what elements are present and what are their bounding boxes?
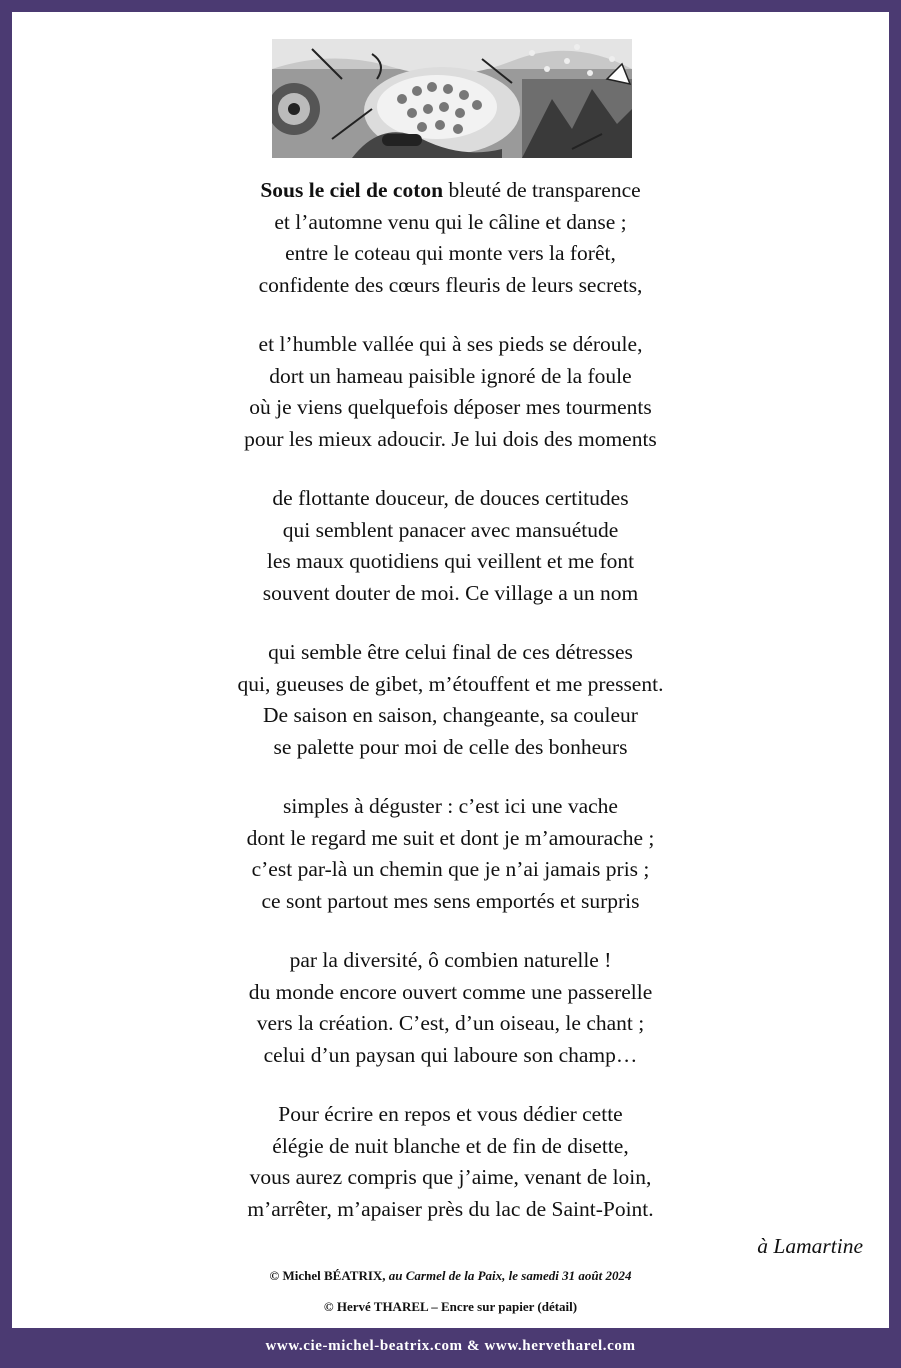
- poem-line: du monde encore ouvert comme une passerelle: [248, 979, 653, 1004]
- poem-line: [12, 175, 889, 207]
- poem-line: dont le regard me suit et dont je m’amourache ;: [246, 825, 655, 850]
- poem-line: qui, gueuses de gibet, m’étouffent et me pressent.: [237, 671, 664, 696]
- poem-line-rest: bleuté de transparence: [443, 178, 641, 202]
- poem-line: où je viens quelquefois déposer mes tourments: [249, 395, 652, 419]
- poem-line: m’arrêter, m’apaiser près du lac de Saint-Point.: [247, 1196, 654, 1221]
- place-date: au Carmel de la Paix, le samedi 31 août 2024: [385, 1268, 632, 1283]
- poem-line: De saison en saison, changeante, sa couleur: [263, 703, 638, 727]
- poem-line: ce sont partout mes sens emportés et surpris: [261, 888, 640, 913]
- poem-line: qui semble être celui final de ces détresses: [268, 640, 633, 664]
- ink-drawing-illustration: [272, 39, 632, 158]
- author-credit: [12, 1268, 889, 1284]
- poem-line: c’est par-là un chemin que je n’ai jamais pris ;: [251, 857, 650, 881]
- stanza: [12, 945, 889, 1071]
- artist-credit: © Hervé THAREL – Encre sur papier (détail): [323, 1299, 578, 1314]
- dedication: à Lamartine: [757, 1234, 863, 1258]
- poem-line: et l’humble vallée qui à ses pieds se déroule,: [258, 332, 643, 356]
- poem-line: élégie de nuit blanche et de fin de disette,: [272, 1133, 629, 1158]
- poem-line: souvent douter de moi. Ce village a un nom: [262, 580, 639, 605]
- stanza: [12, 1099, 889, 1225]
- stanza: [12, 329, 889, 455]
- poem-line: de flottante douceur, de douces certitudes: [272, 486, 629, 510]
- stanza: [12, 483, 889, 609]
- poem-line: se palette pour moi de celle des bonheurs: [273, 734, 628, 759]
- poem-line: vous aurez compris que j’aime, venant de loin,: [249, 1165, 652, 1189]
- poem-line: Pour écrire en repos et vous dédier cette: [278, 1102, 623, 1126]
- stanza: [12, 175, 889, 301]
- poem-line: entre le coteau qui monte vers la forêt,: [285, 241, 616, 265]
- author-name: © Michel BÉATRIX,: [269, 1268, 386, 1283]
- poem-body: [12, 175, 889, 1253]
- footer-links: www.cie-michel-beatrix.com & www.hervetharel.com: [265, 1338, 636, 1354]
- poem-line: confidente des cœurs fleuris de leurs secrets,: [258, 272, 643, 297]
- poem-line: pour les mieux adoucir. Je lui dois des moments: [244, 426, 657, 451]
- poem-page: [12, 12, 889, 1328]
- poem-line: simples à déguster : c’est ici une vache: [283, 794, 618, 818]
- poem-line: vers la création. C’est, d’un oiseau, le chant ;: [256, 1011, 645, 1035]
- poem-line: dort un hameau paisible ignoré de la foule: [269, 363, 632, 388]
- poem-line: qui semblent panacer avec mansuétude: [282, 517, 619, 542]
- poem-line: celui d’un paysan qui laboure son champ…: [263, 1042, 638, 1067]
- poem-line: les maux quotidiens qui veillent et me font: [266, 549, 635, 573]
- poem-line: et l’automne venu qui le câline et danse ;: [274, 209, 627, 234]
- poem-line: par la diversité, ô combien naturelle !: [289, 948, 612, 972]
- poem-incipit: Sous le ciel de coton: [260, 178, 444, 202]
- stanza: [12, 791, 889, 917]
- stanza: [12, 637, 889, 763]
- ink-drawing-image: [272, 39, 632, 158]
